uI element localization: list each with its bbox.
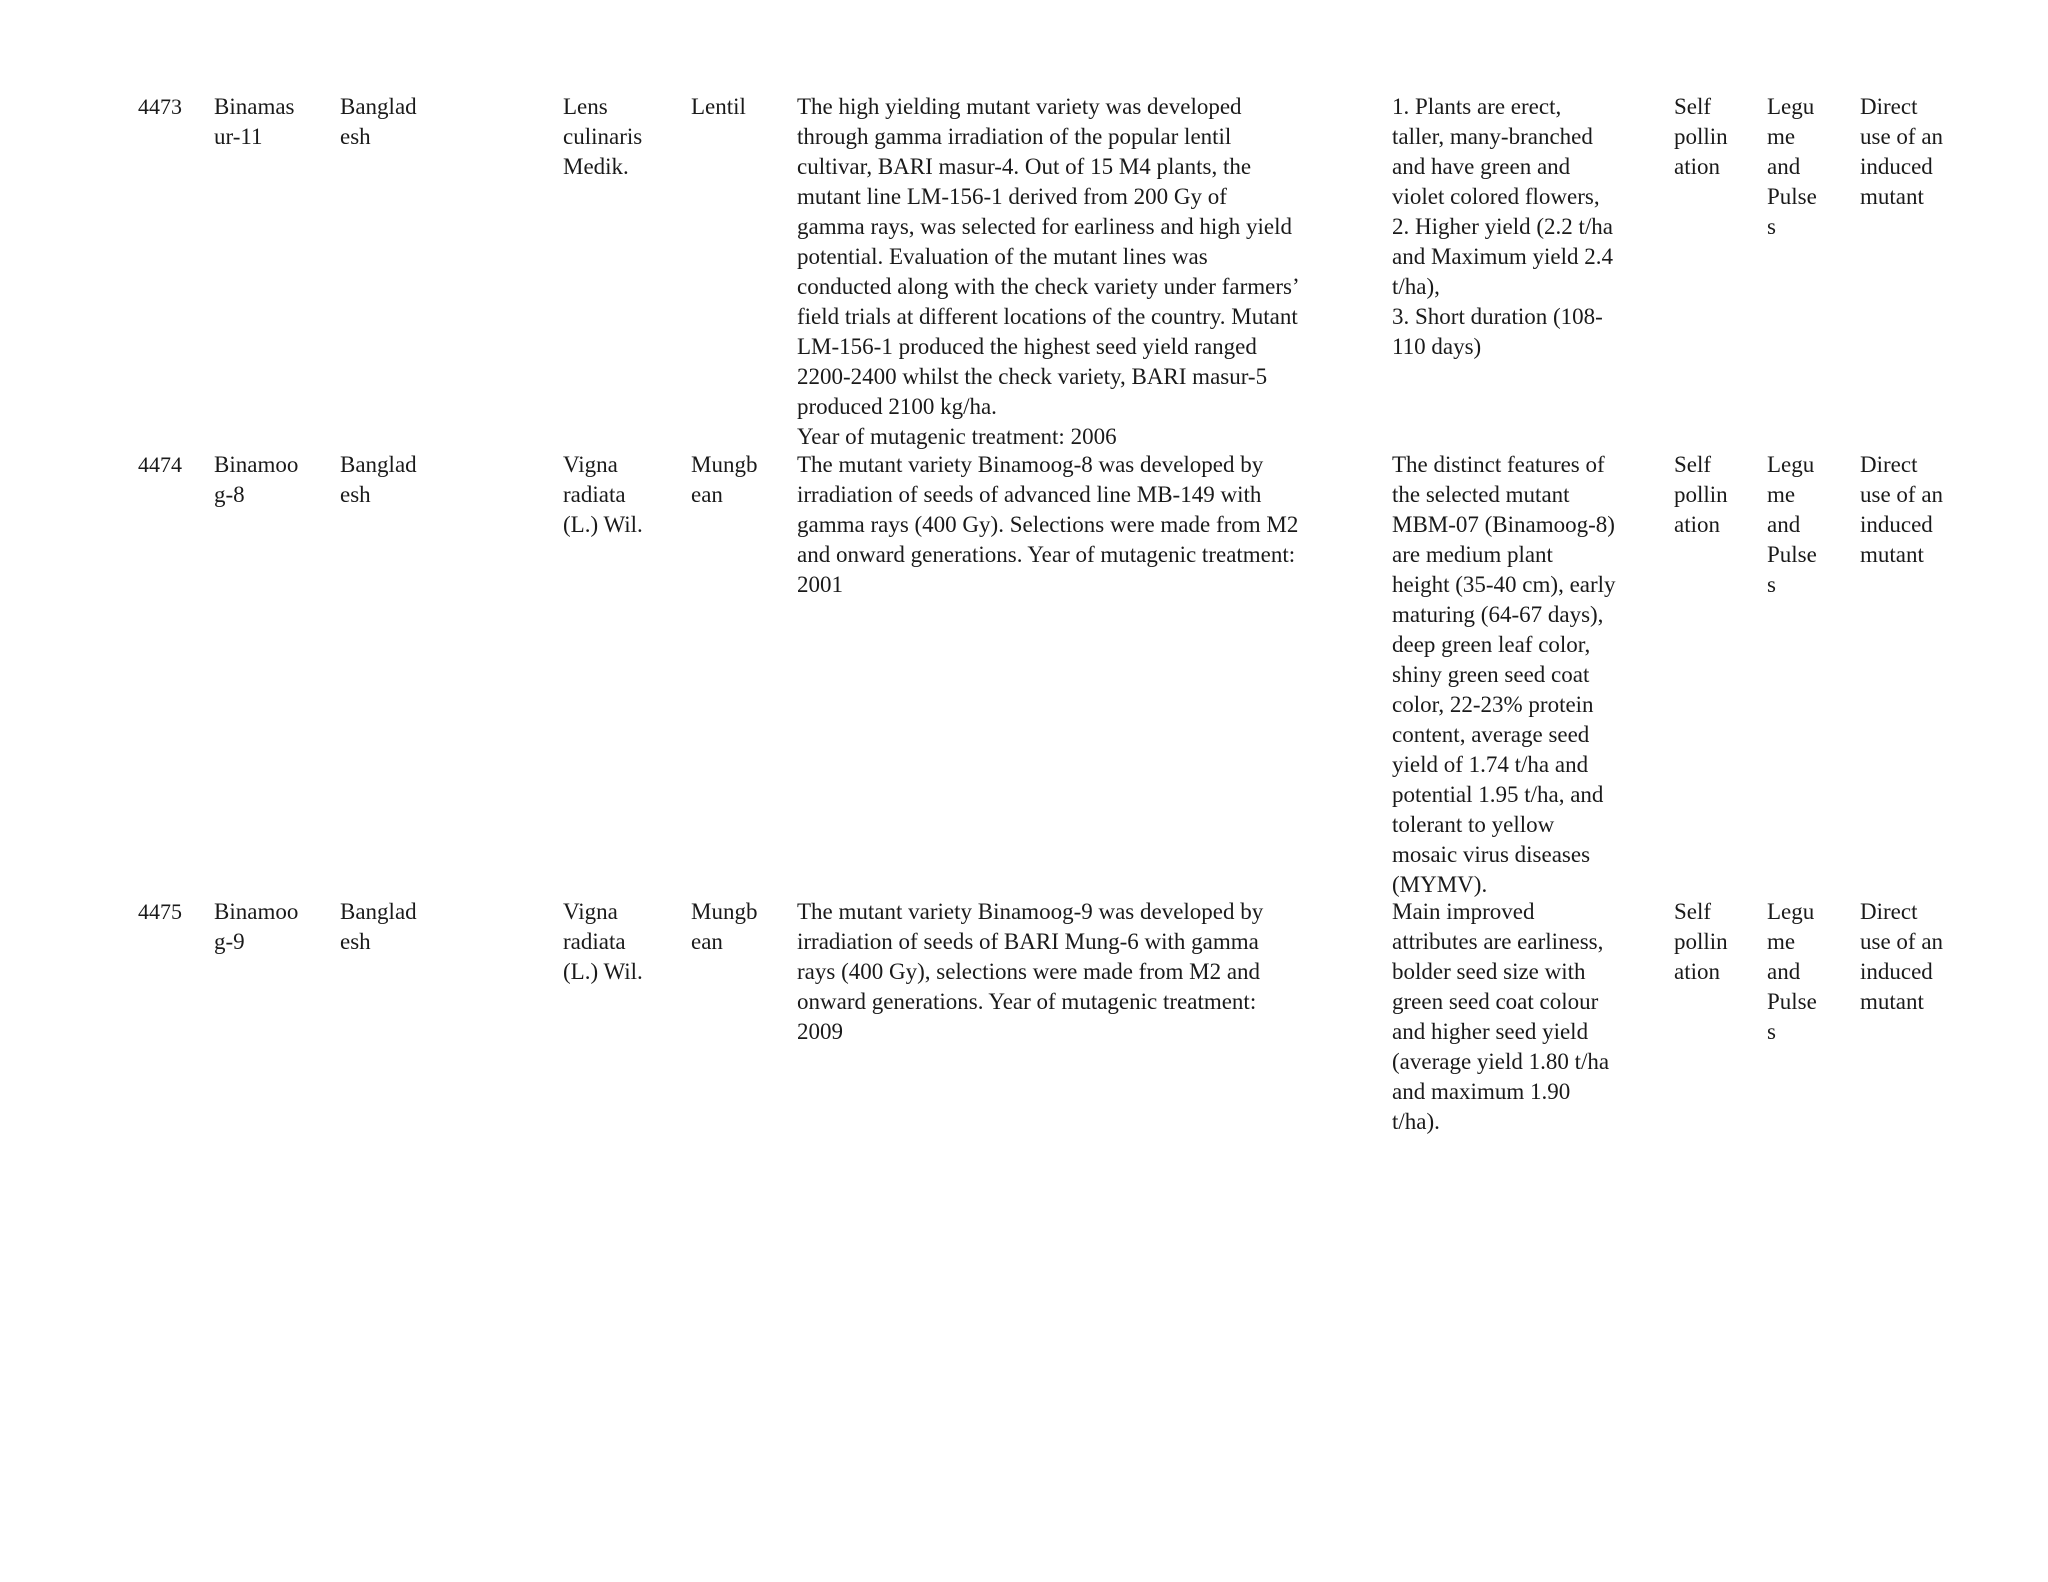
main-characters: Main improved attributes are earliness, bolder seed size with green seed coat colour and higher seed yield (average yield 1.80 t/ha and maximum 1.90 t/ha). [1392, 899, 1610, 1134]
variety-name: Binamoo g-8 [214, 452, 299, 507]
latin-name: Vigna radiata (L.) Wil. [563, 452, 643, 537]
common-name: Mungb ean [691, 899, 758, 954]
variety-id: 4473 [138, 94, 182, 119]
variety-name: Binamoo g-9 [214, 899, 299, 954]
variety-name: Binamas ur-11 [214, 94, 295, 149]
common-name: Lentil [691, 94, 746, 119]
description: The mutant variety Binamoog-8 was developed by irradiation of seeds of advanced line MB-149 with gamma rays (400 Gy). Selections were made from M2 and onward generations. Year of mutagenic treatment: 2001 [797, 452, 1299, 597]
crop-group: Legu me and Pulse s [1767, 94, 1817, 239]
development-method: Direct use of an induced mutant [1860, 899, 1944, 1014]
main-characters: 1. Plants are erect, taller, many-branched and have green and violet colored flowers, 2. Higher yield (2.2 t/ha and Maximum yield 2.4 t/ha), 3. Short duration (108- 110 days) [1392, 94, 1614, 359]
development-method: Direct use of an induced mutant [1860, 94, 1944, 209]
latin-name: Vigna radiata (L.) Wil. [563, 899, 643, 984]
country: Banglad esh [340, 899, 417, 954]
description: The high yielding mutant variety was developed through gamma irradiation of the popular lentil cultivar, BARI masur-4. Out of 15 M4 plants, the mutant line LM-156-1 derived from 200 Gy of gamma rays, was selected for earliness and high yield potential. Evaluation of the mutant lines was conducted along with the check variety under farmers’ field trials at different locations of the country. Mutant LM-156-1 produced the highest seed yield ranged 2200-2400 whilst the check variety, BARI masur-5 produced 2100 kg/ha. Year of mutagenic treatment: 2006 [797, 94, 1300, 449]
description: The mutant variety Binamoog-9 was developed by irradiation of seeds of BARI Mung-6 with gamma rays (400 Gy), selections were made from M2 and onward generations. Year of mutagenic treatment: 2009 [797, 899, 1264, 1044]
crop-group: Legu me and Pulse s [1767, 899, 1817, 1044]
common-name: Mungb ean [691, 452, 758, 507]
latin-name: Lens culinaris Medik. [563, 94, 643, 179]
pollination: Self pollin ation [1674, 94, 1728, 179]
variety-id: 4475 [138, 899, 182, 924]
crop-group: Legu me and Pulse s [1767, 452, 1817, 597]
variety-id: 4474 [138, 452, 182, 477]
pollination: Self pollin ation [1674, 899, 1728, 984]
country: Banglad esh [340, 94, 417, 149]
pollination: Self pollin ation [1674, 452, 1728, 537]
development-method: Direct use of an induced mutant [1860, 452, 1944, 567]
country: Banglad esh [340, 452, 417, 507]
main-characters: The distinct features of the selected mutant MBM-07 (Binamoog-8) are medium plant height (35-40 cm), early maturing (64-67 days), deep green leaf color, shiny green seed coat color, 22-23% protein content, average seed yield of 1.74 t/ha and potential 1.95 t/ha, and tolerant to yellow mosaic virus diseases (MYMV). [1392, 452, 1616, 897]
